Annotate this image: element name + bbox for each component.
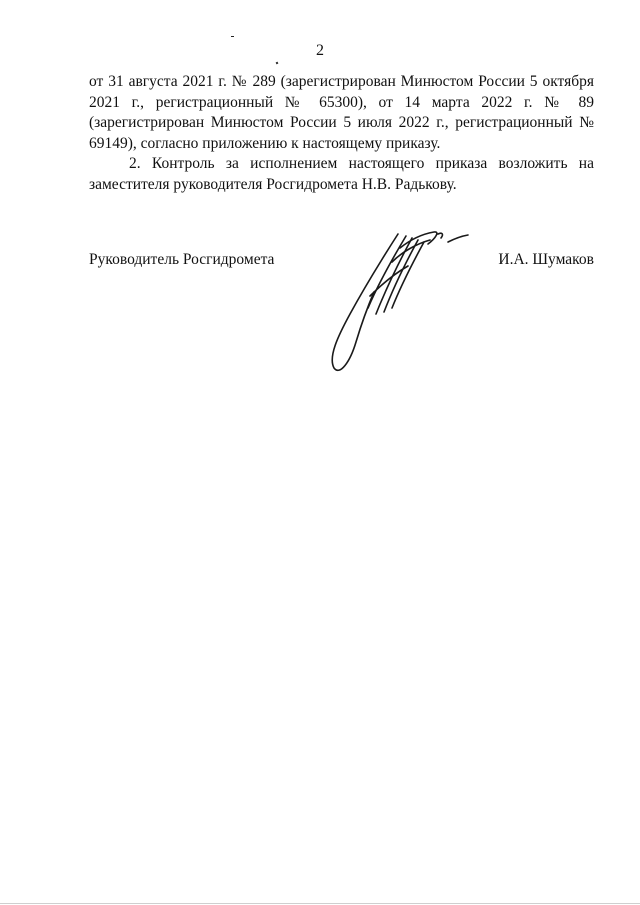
- handwritten-signature-icon: [310, 222, 480, 382]
- signer-position: Руководитель Росгидромета: [89, 251, 275, 268]
- signer-name: И.А. Шумаков: [498, 251, 594, 268]
- paragraph-continuation: от 31 августа 2021 г. № 289 (зарегистрирован Минюстом России 5 октября 2021 г., регистрационный № 65300), от 14 марта 2022 г. № 89 (зарегистрирован Минюстом России 5 июля 2022 г., регистрационный № 69149), согласно приложению к настоящему приказу.: [89, 73, 594, 152]
- scan-speck: [276, 62, 279, 65]
- page-number: 2: [316, 42, 324, 59]
- paragraph-control-clause: 2. Контроль за исполнением настоящего приказа возложить на заместителя руководителя Росгидромета Н.В. Радькову.: [89, 155, 594, 193]
- document-body: [89, 72, 594, 195]
- page-edge: [0, 903, 640, 904]
- scan-speck: [231, 36, 234, 37]
